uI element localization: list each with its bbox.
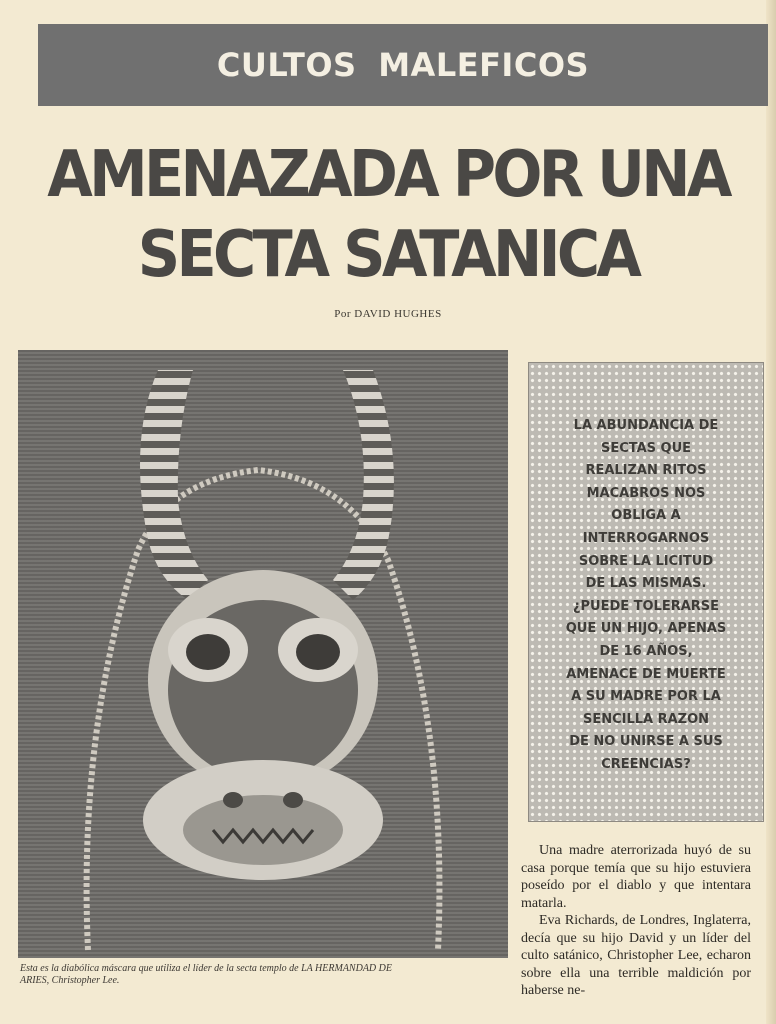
pull-quote-line: MACABROS NOS bbox=[586, 485, 706, 501]
pull-quote-line: INTERROGARNOS bbox=[582, 530, 710, 546]
pull-quote-box bbox=[528, 362, 764, 822]
pull-quote-line: LA ABUNDANCIA DE bbox=[573, 418, 719, 433]
article-body bbox=[521, 842, 751, 1000]
photo-caption-line-1: Esta es la diabólica máscara que utiliza el líder de la secta templo de LA HERMANDAD DE bbox=[20, 963, 392, 974]
paper-edge bbox=[766, 0, 776, 1024]
pull-quote-line: CREENCIAS? bbox=[601, 756, 691, 772]
pull-quote-line: SOBRE LA LICITUD bbox=[578, 553, 714, 569]
byline: Por DAVID HUGHES bbox=[334, 308, 442, 320]
pull-quote-line: SENCILLA RAZON bbox=[582, 711, 710, 727]
pull-quote-line: DE LAS MISMAS. bbox=[585, 576, 707, 592]
pull-quote-line: SECTAS QUE bbox=[600, 440, 692, 456]
mask-illustration bbox=[18, 350, 508, 958]
pull-quote-text bbox=[529, 415, 763, 777]
pull-quote-line: OBLIGA A bbox=[611, 508, 681, 524]
pull-quote-line: AMENACE DE MUERTE bbox=[566, 666, 726, 682]
article-paragraph-1: Una madre aterrorizada huyó de su casa porque temía que su hijo estuviera poseído por el diablo y que intentara matarla. bbox=[521, 843, 751, 911]
section-banner bbox=[38, 24, 768, 106]
pull-quote-line: DE 16 AÑOS, bbox=[599, 643, 693, 659]
pull-quote-line: REALIZAN RITOS bbox=[585, 463, 707, 479]
pull-quote-line: ¿PUEDE TOLERARSE bbox=[572, 598, 720, 614]
pull-quote-line: QUE UN HIJO, APENAS bbox=[565, 621, 727, 637]
pull-quote-line: DE NO UNIRSE A SUS bbox=[569, 734, 723, 750]
article-paragraph-2: Eva Richards, de Londres, Inglaterra, decía que su hijo David y un líder del culto satánico, Christopher Lee, echaron sobre ella una terrible maldición por haberse ne- bbox=[521, 913, 751, 998]
section-banner-text: CULTOS MALEFICOS bbox=[216, 46, 590, 84]
photo-caption bbox=[20, 963, 500, 987]
pull-quote-line: A SU MADRE POR LA bbox=[571, 689, 721, 705]
mask-photo bbox=[18, 350, 508, 958]
photo-caption-line-2: ARIES, Christopher Lee. bbox=[20, 975, 120, 986]
headline-line-1: AMENAZADA POR UNA bbox=[47, 138, 729, 212]
headline-line-2: SECTA SATANICA bbox=[137, 218, 639, 292]
